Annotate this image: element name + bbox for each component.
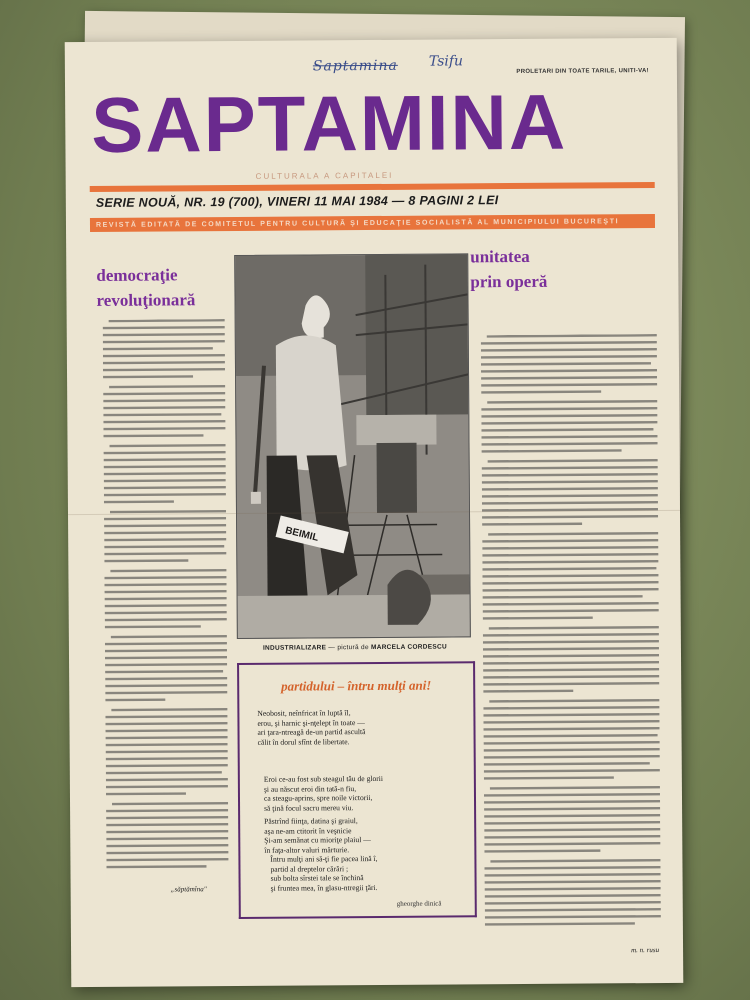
industrial-painting-image <box>235 254 470 638</box>
motto-line: PROLETARI DIN TOATE TARILE, UNITI-VA! <box>516 68 649 75</box>
caption-title: INDUSTRIALIZARE <box>262 644 327 652</box>
poem-line: aşa ne-am ctitorit în veşnicie <box>264 825 352 836</box>
poem-line: ari ţara-ntreagă de-un partid ascultă <box>257 727 366 738</box>
poem-line: Eroi ce-au fost sub steagul tău de glorii <box>263 773 384 784</box>
masthead-subtitle: CULTURALA A CAPITALEI <box>255 170 394 181</box>
handwritten-note-1: Saptamina <box>312 57 398 75</box>
poem-line: Păstrînd fiinţa, datina şi graiul, <box>264 816 358 826</box>
poem-line: Întru mulţi ani să-ţi fie pacea lină î, <box>270 853 378 864</box>
poem-line: să ţină focul sacru mereu viu. <box>264 802 354 813</box>
poem-stanza-4 <box>270 853 470 893</box>
left-headline-line-2: revoluţionară <box>96 289 196 310</box>
right-article-body <box>475 334 661 945</box>
newspaper-front-page <box>65 38 684 987</box>
poem-stanza-1 <box>257 707 457 747</box>
right-headline-line-2: prin operă <box>470 271 548 291</box>
left-article-headline[interactable] <box>96 263 216 313</box>
poem-line: şi fruntea mea, în glasu-ntregii ţări. <box>270 882 378 893</box>
issue-info: SERIE NOUĂ, NR. 19 (700), VINERI 11 MAI 1984 — 8 PAGINI 2 LEI <box>95 193 499 210</box>
handwritten-note-2: Tsifu <box>428 53 464 70</box>
poem-line: erou, şi harnic şi-nţelept în toate — <box>257 717 365 728</box>
masthead-rule <box>90 182 655 192</box>
right-article-headline[interactable] <box>470 244 590 294</box>
poem-line: ca steagu-aprins, spre noile victorii, <box>263 793 373 803</box>
poem-stanza-2 <box>264 773 464 813</box>
caption-connector: — pictură de <box>326 644 371 652</box>
masthead-title: SAPTAMINA <box>90 77 568 169</box>
publisher-banner <box>90 214 655 232</box>
illegible-body-text <box>481 334 661 945</box>
poem-line: şi au născut eroi din tată-n fiu, <box>263 783 357 794</box>
poem-line: Neobosit, neînfricat în luptă îl, <box>257 708 351 718</box>
left-article-body <box>97 319 229 880</box>
body-text-placeholder <box>97 319 229 880</box>
publisher-banner-text: REVISTĂ EDITATĂ DE COMITETUL PENTRU CULTURĂ ŞI EDUCAŢIE SOCIALISTĂ AL MUNICIPIULUI BUCUREŞTI <box>95 217 620 229</box>
right-article-signature: m. n. rusu <box>631 946 660 955</box>
illegible-body-text <box>103 319 229 880</box>
poem-line: călit în dorul sfînt de libertate. <box>257 736 350 747</box>
poem-stanza-3 <box>264 815 464 855</box>
poem-line: în faţa-altor valuri mărturie. <box>264 844 350 855</box>
poem-line: partid al dreptelor cărări ; <box>270 863 349 874</box>
painting-illustration[interactable] <box>234 253 471 639</box>
poem-author: gheorghe dinică <box>396 899 442 908</box>
painting-caption <box>263 643 447 651</box>
left-headline-line-1: democraţie <box>96 265 178 285</box>
right-headline-line-1: unitatea <box>470 246 530 267</box>
poem-line: Şi-am semănat cu mioriţe plaiul — <box>264 835 371 845</box>
caption-author: MARCELA CORDESCU <box>370 643 448 652</box>
poem-line: sub bolta sîrstei tale se închină <box>270 873 364 883</box>
left-article-signature: „săptămîna" <box>170 885 207 894</box>
painting-sign-text: BEIMIL <box>284 525 320 544</box>
poem-title[interactable]: partidului – întru mulţi ani! <box>281 677 432 694</box>
